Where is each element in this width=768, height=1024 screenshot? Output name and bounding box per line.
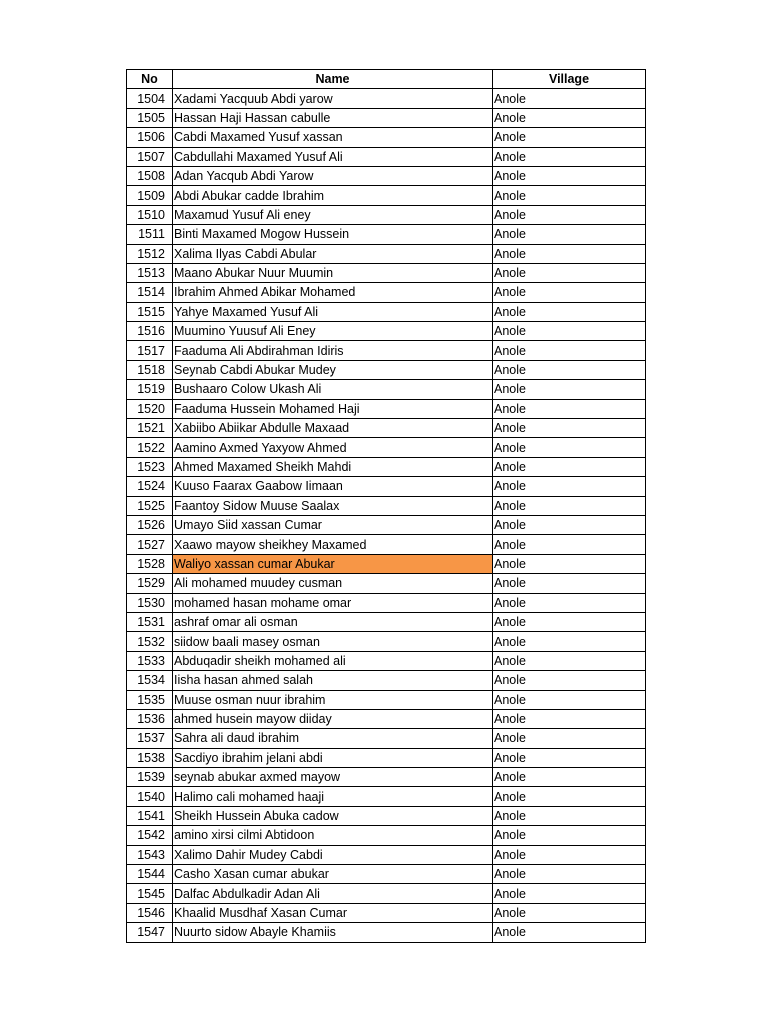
table-row bbox=[127, 768, 646, 787]
table-row bbox=[127, 244, 646, 263]
table-row bbox=[127, 205, 646, 224]
village-cell: Anole bbox=[493, 515, 646, 534]
row-number-cell: 1538 bbox=[127, 748, 173, 767]
row-number-cell: 1508 bbox=[127, 166, 173, 185]
table-row bbox=[127, 147, 646, 166]
village-cell: Anole bbox=[493, 283, 646, 302]
village-cell: Anole bbox=[493, 322, 646, 341]
row-number-cell: 1517 bbox=[127, 341, 173, 360]
village-cell: Anole bbox=[493, 166, 646, 185]
village-cell: Anole bbox=[493, 302, 646, 321]
village-cell: Anole bbox=[493, 574, 646, 593]
name-cell: Iisha hasan ahmed salah bbox=[173, 671, 493, 690]
table-row bbox=[127, 884, 646, 903]
header-row bbox=[127, 70, 646, 89]
table-row bbox=[127, 826, 646, 845]
row-number-cell: 1504 bbox=[127, 89, 173, 108]
village-cell: Anole bbox=[493, 554, 646, 573]
village-cell: Anole bbox=[493, 244, 646, 263]
name-cell: ashraf omar ali osman bbox=[173, 612, 493, 631]
table-row bbox=[127, 496, 646, 515]
table-row bbox=[127, 515, 646, 534]
table-row bbox=[127, 302, 646, 321]
village-cell: Anole bbox=[493, 341, 646, 360]
table-row bbox=[127, 806, 646, 825]
name-cell: Maxamud Yusuf Ali eney bbox=[173, 205, 493, 224]
row-number-cell: 1518 bbox=[127, 360, 173, 379]
name-cell: Cabdullahi Maxamed Yusuf Ali bbox=[173, 147, 493, 166]
village-cell: Anole bbox=[493, 128, 646, 147]
name-cell: Halimo cali mohamed haaji bbox=[173, 787, 493, 806]
table-row bbox=[127, 923, 646, 942]
row-number-cell: 1536 bbox=[127, 709, 173, 728]
row-number-cell: 1510 bbox=[127, 205, 173, 224]
row-number-cell: 1545 bbox=[127, 884, 173, 903]
village-cell: Anole bbox=[493, 632, 646, 651]
name-cell: Adan Yacqub Abdi Yarow bbox=[173, 166, 493, 185]
name-cell: Faantoy Sidow Muuse Saalax bbox=[173, 496, 493, 515]
village-cell: Anole bbox=[493, 419, 646, 438]
row-number-cell: 1519 bbox=[127, 380, 173, 399]
row-number-cell: 1525 bbox=[127, 496, 173, 515]
village-cell: Anole bbox=[493, 593, 646, 612]
row-number-cell: 1542 bbox=[127, 826, 173, 845]
village-cell: Anole bbox=[493, 748, 646, 767]
village-cell: Anole bbox=[493, 651, 646, 670]
name-cell: Abduqadir sheikh mohamed ali bbox=[173, 651, 493, 670]
name-cell: Xalimo Dahir Mudey Cabdi bbox=[173, 845, 493, 864]
name-cell: siidow baali masey osman bbox=[173, 632, 493, 651]
table-row bbox=[127, 535, 646, 554]
village-cell: Anole bbox=[493, 205, 646, 224]
village-cell: Anole bbox=[493, 865, 646, 884]
table-row bbox=[127, 554, 646, 573]
table-row bbox=[127, 186, 646, 205]
row-number-cell: 1535 bbox=[127, 690, 173, 709]
village-cell: Anole bbox=[493, 380, 646, 399]
name-cell: Muumino Yuusuf Ali Eney bbox=[173, 322, 493, 341]
table-row bbox=[127, 690, 646, 709]
row-number-cell: 1511 bbox=[127, 225, 173, 244]
name-cell: Ahmed Maxamed Sheikh Mahdi bbox=[173, 457, 493, 476]
table-row bbox=[127, 225, 646, 244]
table-row bbox=[127, 457, 646, 476]
name-cell: Dalfac Abdulkadir Adan Ali bbox=[173, 884, 493, 903]
village-cell: Anole bbox=[493, 806, 646, 825]
village-cell: Anole bbox=[493, 225, 646, 244]
table-row bbox=[127, 612, 646, 631]
table-row bbox=[127, 865, 646, 884]
table-row bbox=[127, 360, 646, 379]
name-cell: Khaalid Musdhaf Xasan Cumar bbox=[173, 903, 493, 922]
row-number-cell: 1534 bbox=[127, 671, 173, 690]
name-cell: mohamed hasan mohame omar bbox=[173, 593, 493, 612]
name-cell: Bushaaro Colow Ukash Ali bbox=[173, 380, 493, 399]
name-cell: Seynab Cabdi Abukar Mudey bbox=[173, 360, 493, 379]
name-cell: Xadami Yacquub Abdi yarow bbox=[173, 89, 493, 108]
table-row bbox=[127, 651, 646, 670]
row-number-cell: 1505 bbox=[127, 108, 173, 127]
village-cell: Anole bbox=[493, 457, 646, 476]
name-cell: amino xirsi cilmi Abtidoon bbox=[173, 826, 493, 845]
village-cell: Anole bbox=[493, 496, 646, 515]
village-cell: Anole bbox=[493, 535, 646, 554]
row-number-cell: 1537 bbox=[127, 729, 173, 748]
row-number-cell: 1528 bbox=[127, 554, 173, 573]
row-number-cell: 1531 bbox=[127, 612, 173, 631]
row-number-cell: 1529 bbox=[127, 574, 173, 593]
column-header-name: Name bbox=[173, 70, 493, 89]
village-cell: Anole bbox=[493, 729, 646, 748]
table-row bbox=[127, 729, 646, 748]
row-number-cell: 1512 bbox=[127, 244, 173, 263]
village-cell: Anole bbox=[493, 903, 646, 922]
village-cell: Anole bbox=[493, 826, 646, 845]
name-cell: ahmed husein mayow diiday bbox=[173, 709, 493, 728]
row-number-cell: 1533 bbox=[127, 651, 173, 670]
name-cell: Faaduma Ali Abdirahman Idiris bbox=[173, 341, 493, 360]
row-number-cell: 1526 bbox=[127, 515, 173, 534]
row-number-cell: 1523 bbox=[127, 457, 173, 476]
village-cell: Anole bbox=[493, 787, 646, 806]
row-number-cell: 1539 bbox=[127, 768, 173, 787]
row-number-cell: 1530 bbox=[127, 593, 173, 612]
village-cell: Anole bbox=[493, 709, 646, 728]
village-cell: Anole bbox=[493, 438, 646, 457]
village-cell: Anole bbox=[493, 108, 646, 127]
row-number-cell: 1546 bbox=[127, 903, 173, 922]
name-cell: Xalima Ilyas Cabdi Abular bbox=[173, 244, 493, 263]
village-cell: Anole bbox=[493, 690, 646, 709]
column-header-no: No bbox=[127, 70, 173, 89]
village-cell: Anole bbox=[493, 612, 646, 631]
table-row bbox=[127, 419, 646, 438]
name-cell: Casho Xasan cumar abukar bbox=[173, 865, 493, 884]
table-row bbox=[127, 671, 646, 690]
village-register-table bbox=[126, 69, 646, 943]
village-cell: Anole bbox=[493, 263, 646, 282]
name-cell: Muuse osman nuur ibrahim bbox=[173, 690, 493, 709]
name-cell: Maano Abukar Nuur Muumin bbox=[173, 263, 493, 282]
village-cell: Anole bbox=[493, 186, 646, 205]
table-row bbox=[127, 709, 646, 728]
table-row bbox=[127, 787, 646, 806]
village-cell: Anole bbox=[493, 89, 646, 108]
name-cell: Aamino Axmed Yaxyow Ahmed bbox=[173, 438, 493, 457]
village-cell: Anole bbox=[493, 477, 646, 496]
village-cell: Anole bbox=[493, 147, 646, 166]
row-number-cell: 1540 bbox=[127, 787, 173, 806]
name-cell: seynab abukar axmed mayow bbox=[173, 768, 493, 787]
table-row bbox=[127, 89, 646, 108]
table-row bbox=[127, 322, 646, 341]
name-cell: Abdi Abukar cadde Ibrahim bbox=[173, 186, 493, 205]
row-number-cell: 1516 bbox=[127, 322, 173, 341]
row-number-cell: 1513 bbox=[127, 263, 173, 282]
table-row bbox=[127, 108, 646, 127]
row-number-cell: 1543 bbox=[127, 845, 173, 864]
name-cell: Sahra ali daud ibrahim bbox=[173, 729, 493, 748]
spreadsheet-page bbox=[126, 69, 646, 943]
table-row bbox=[127, 166, 646, 185]
name-cell: Sacdiyo ibrahim jelani abdi bbox=[173, 748, 493, 767]
village-cell: Anole bbox=[493, 768, 646, 787]
table-row bbox=[127, 632, 646, 651]
row-number-cell: 1547 bbox=[127, 923, 173, 942]
row-number-cell: 1521 bbox=[127, 419, 173, 438]
row-number-cell: 1514 bbox=[127, 283, 173, 302]
name-cell: Kuuso Faarax Gaabow Iimaan bbox=[173, 477, 493, 496]
village-cell: Anole bbox=[493, 399, 646, 418]
table-row bbox=[127, 845, 646, 864]
village-cell: Anole bbox=[493, 360, 646, 379]
name-cell: Binti Maxamed Mogow Hussein bbox=[173, 225, 493, 244]
village-cell: Anole bbox=[493, 923, 646, 942]
row-number-cell: 1506 bbox=[127, 128, 173, 147]
table-row bbox=[127, 399, 646, 418]
name-cell: Waliyo xassan cumar Abukar bbox=[173, 554, 493, 573]
table-row bbox=[127, 438, 646, 457]
row-number-cell: 1532 bbox=[127, 632, 173, 651]
name-cell: Faaduma Hussein Mohamed Haji bbox=[173, 399, 493, 418]
table-row bbox=[127, 748, 646, 767]
table-row bbox=[127, 593, 646, 612]
row-number-cell: 1527 bbox=[127, 535, 173, 554]
table-body bbox=[127, 89, 646, 942]
name-cell: Cabdi Maxamed Yusuf xassan bbox=[173, 128, 493, 147]
row-number-cell: 1515 bbox=[127, 302, 173, 321]
column-header-village: Village bbox=[493, 70, 646, 89]
village-cell: Anole bbox=[493, 671, 646, 690]
row-number-cell: 1544 bbox=[127, 865, 173, 884]
name-cell: Xaawo mayow sheikhey Maxamed bbox=[173, 535, 493, 554]
row-number-cell: 1520 bbox=[127, 399, 173, 418]
name-cell: Hassan Haji Hassan cabulle bbox=[173, 108, 493, 127]
table-row bbox=[127, 903, 646, 922]
name-cell: Xabiibo Abiikar Abdulle Maxaad bbox=[173, 419, 493, 438]
table-row bbox=[127, 283, 646, 302]
table-row bbox=[127, 341, 646, 360]
name-cell: Ibrahim Ahmed Abikar Mohamed bbox=[173, 283, 493, 302]
row-number-cell: 1522 bbox=[127, 438, 173, 457]
village-cell: Anole bbox=[493, 845, 646, 864]
row-number-cell: 1509 bbox=[127, 186, 173, 205]
name-cell: Yahye Maxamed Yusuf Ali bbox=[173, 302, 493, 321]
name-cell: Umayo Siid xassan Cumar bbox=[173, 515, 493, 534]
table-row bbox=[127, 128, 646, 147]
name-cell: Sheikh Hussein Abuka cadow bbox=[173, 806, 493, 825]
name-cell: Ali mohamed muudey cusman bbox=[173, 574, 493, 593]
table-row bbox=[127, 263, 646, 282]
row-number-cell: 1541 bbox=[127, 806, 173, 825]
row-number-cell: 1507 bbox=[127, 147, 173, 166]
table-row bbox=[127, 477, 646, 496]
table-row bbox=[127, 574, 646, 593]
table-row bbox=[127, 380, 646, 399]
row-number-cell: 1524 bbox=[127, 477, 173, 496]
village-cell: Anole bbox=[493, 884, 646, 903]
name-cell: Nuurto sidow Abayle Khamiis bbox=[173, 923, 493, 942]
